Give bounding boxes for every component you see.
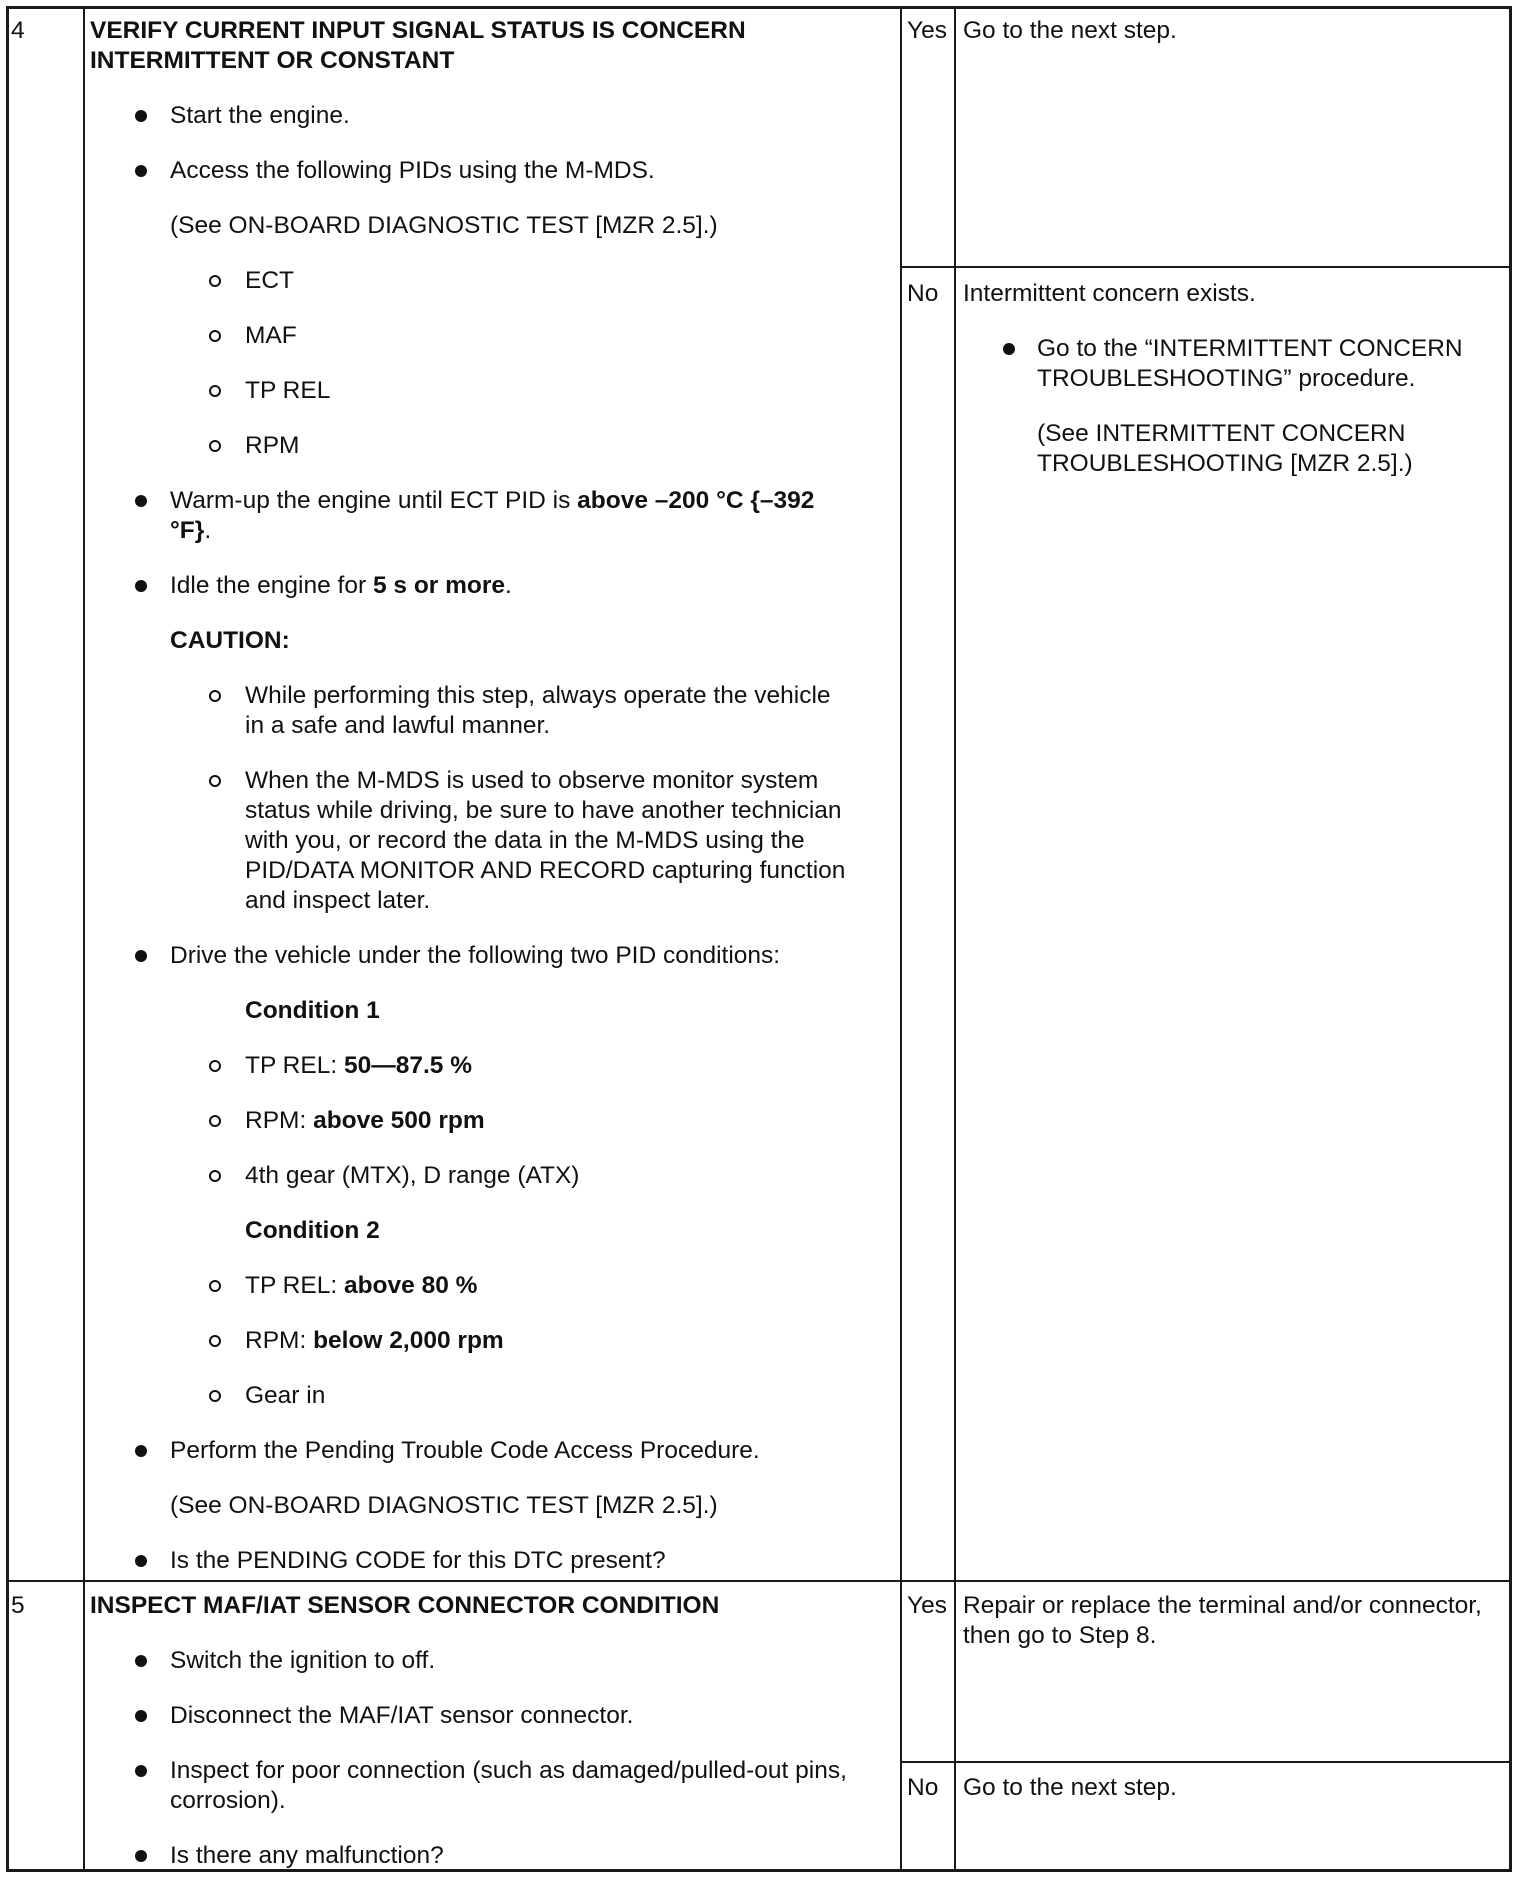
condition-param: TP REL: [245, 1272, 344, 1299]
condition-value: below 2,000 rpm [313, 1327, 504, 1354]
condition-item: Gear in [90, 1381, 890, 1411]
column-divider-action [900, 6, 902, 1872]
pid-item: TP REL [90, 376, 890, 406]
row-divider-step4-yes-no [900, 266, 1512, 268]
condition-param: RPM: [245, 1107, 314, 1134]
condition-value: above 500 rpm [313, 1107, 485, 1134]
condition-item [90, 1271, 890, 1301]
list-item: Start the engine. [90, 101, 890, 131]
pid-item: RPM [90, 431, 890, 461]
result-yes-action: Go to the next step. [963, 17, 1177, 44]
table-border-right [1509, 6, 1512, 1872]
step-5-inspection [90, 1591, 890, 1871]
result-no-text: Intermittent concern exists. [963, 280, 1256, 307]
condition-item [90, 1051, 890, 1081]
step-number: 5 [11, 1592, 25, 1619]
list-item [90, 571, 890, 601]
column-divider-result [954, 6, 956, 1872]
step-title: INSPECT MAF/IAT SENSOR CONNECTOR CONDITION [90, 1592, 720, 1619]
condition-label: Condition 2 [245, 1217, 380, 1244]
caution-item: When the M-MDS is used to observe monitor system status while driving, be sure to have another technician with you, or record the data in the M-MDS using the PID/DATA MONITOR AND RECORD capturing function and inspect later. [90, 766, 890, 916]
list-item: Is the PENDING CODE for this DTC present? [90, 1546, 890, 1576]
warmup-temperature: above –200 °C {–392 °F} [170, 487, 815, 544]
cross-reference: (See INTERMITTENT CONCERN TROUBLESHOOTING [MZR 2.5].) [1037, 420, 1413, 477]
result-no-action [963, 279, 1503, 479]
idle-duration: 5 s or more [372, 572, 506, 599]
list-item: Switch the ignition to off. [90, 1646, 890, 1676]
step-4-inspection [90, 16, 890, 1576]
list-item: Access the following PIDs using the M-MDS. [90, 156, 890, 186]
condition-item [90, 1326, 890, 1356]
result-no-label: No [907, 280, 939, 307]
result-yes-label: Yes [907, 17, 947, 44]
list-item [90, 486, 890, 546]
result-yes-label: Yes [907, 1592, 947, 1619]
result-no-bullet: Go to the “INTERMITTENT CONCERN TROUBLESHOOTING” procedure. [963, 334, 1503, 394]
condition-param: RPM: [245, 1327, 314, 1354]
diagnostic-table [6, 6, 1512, 1872]
idle-period: . [505, 572, 512, 599]
condition-value: 50—87.5 % [343, 1052, 472, 1079]
list-item: Disconnect the MAF/IAT sensor connector. [90, 1701, 890, 1731]
row-divider-step4-step5 [6, 1580, 1512, 1582]
list-item: Inspect for poor connection (such as damaged/pulled-out pins, corrosion). [90, 1756, 890, 1816]
step-number: 4 [11, 17, 25, 44]
row-divider-step5-yes-no [900, 1761, 1512, 1763]
cross-reference: (See ON-BOARD DIAGNOSTIC TEST [MZR 2.5].) [170, 1492, 718, 1519]
result-no-action: Go to the next step. [963, 1774, 1177, 1801]
step-title: VERIFY CURRENT INPUT SIGNAL STATUS IS CONCERN INTERMITTENT OR CONSTANT [90, 17, 746, 74]
condition-value: above 80 % [343, 1272, 478, 1299]
caution-item: While performing this step, always operate the vehicle in a safe and lawful manner. [90, 681, 890, 741]
table-border-left [6, 6, 9, 1872]
idle-text: Idle the engine for [170, 572, 373, 599]
cross-reference: (See ON-BOARD DIAGNOSTIC TEST [MZR 2.5].) [170, 212, 718, 239]
pid-item: ECT [90, 266, 890, 296]
condition-label: Condition 1 [245, 997, 380, 1024]
result-no-label: No [907, 1774, 939, 1801]
column-divider-step [83, 6, 85, 1872]
condition-item: 4th gear (MTX), D range (ATX) [90, 1161, 890, 1191]
table-border-top [6, 6, 1512, 9]
list-item: Is there any malfunction? [90, 1841, 890, 1871]
list-item: Drive the vehicle under the following two PID conditions: [90, 941, 890, 971]
warmup-period: . [204, 517, 212, 544]
condition-item [90, 1106, 890, 1136]
result-yes-action: Repair or replace the terminal and/or connector, then go to Step 8. [963, 1592, 1482, 1649]
caution-label: CAUTION: [170, 627, 290, 654]
list-item: Perform the Pending Trouble Code Access Procedure. [90, 1436, 890, 1466]
condition-param: TP REL: [245, 1052, 344, 1079]
pid-item: MAF [90, 321, 890, 351]
warmup-text: Warm-up the engine until ECT PID is [170, 487, 578, 514]
